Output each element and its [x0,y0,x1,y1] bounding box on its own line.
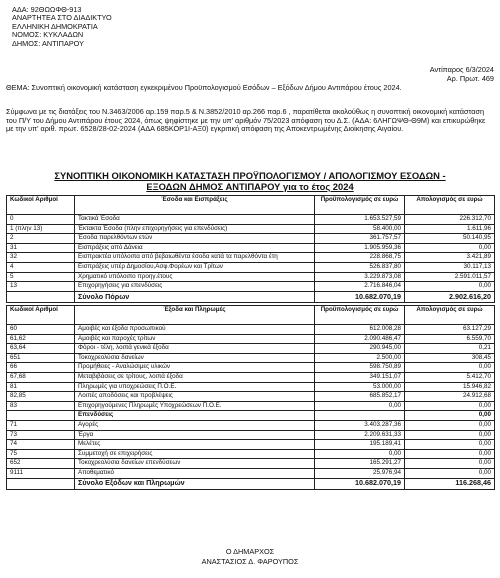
expense-header-row [7,306,495,325]
column-header: Προϋπολογισμός σε ευρώ [315,196,405,215]
table-row [7,382,495,392]
budget-cell: 2.090.486,47 [315,334,405,344]
actual-cell: 0,00 [405,411,495,421]
budget-cell: 0,00 [315,401,405,411]
actual-cell: 0,00 [405,440,495,450]
budget-cell: 53.000,00 [315,382,405,392]
actual-cell: 0,21 [405,344,495,354]
description-cell: Έκτακτα Έσοδα (πλην επιχορηγήσεις για επενδύσεις) [75,224,315,234]
actual-cell: 0,00 [405,282,495,292]
actual-cell: 0,00 [405,420,495,430]
budget-cell: 0,00 [315,449,405,459]
description-cell: Πληρωμές για υποχρεώσεις Π.Ο.Ε. [75,382,315,392]
actual-cell: 63.127,29 [405,325,495,335]
table-row [7,449,495,459]
table-row [7,420,495,430]
code-cell: 651 [7,353,75,363]
budget-cell: 3.403.287,36 [315,420,405,430]
total-label: Σύνολο Πόρων [75,291,315,302]
budget-cell: 526.837,80 [315,262,405,272]
state-name: ΕΛΛΗΝΙΚΗ ΔΗΜΟΚΡΑΤΙΑ [12,21,98,31]
code-cell: 60 [7,325,75,335]
column-header: Κωδικοί Αριθμοί [7,196,75,215]
actual-cell: 226.312,70 [405,215,495,225]
column-header: Κωδικοί Αριθμοί [7,306,75,325]
budget-cell: 58.400,00 [315,224,405,234]
budget-cell: 2.209.631,33 [315,430,405,440]
code-cell: 75 [7,449,75,459]
actual-cell: 0,00 [405,363,495,373]
revenue-header-row [7,196,495,215]
code-cell: 652 [7,459,75,469]
table-row [7,430,495,440]
column-header: Έξοδα και Πληρωμές [75,306,315,325]
budget-cell: 612.008,28 [315,325,405,335]
description-cell: Εισπρακτέα υπόλοιπα από βεβαιωθέντα έσοδα κατά τα παρελθόντα έτη [75,253,315,263]
municipality-name: ΔΗΜΟΣ: ΑΝΤΙΠΑΡΟΥ [12,38,84,48]
description-cell: Επιχορηγούμενες Πληρωμές Υποχρεώσεων Π.Ο.Ε. [75,401,315,411]
place-and-protocol [430,66,494,84]
actual-cell: 5.412,70 [405,372,495,382]
total-row [7,291,495,302]
column-header: Προϋπολογισμός σε ευρώ [315,306,405,325]
description-cell: Τακτικά Έσοδα [75,215,315,225]
table-row [7,272,495,282]
total-code-cell [7,291,75,302]
table-row [7,234,495,244]
description-cell: Εισπράξεις υπέρ Δημοσίου,Ασφ.Φορέων και Τρίτων [75,262,315,272]
description-cell: Αποθεματικό [75,468,315,478]
code-cell: 82,85 [7,392,75,402]
table-row [7,459,495,469]
code-cell [7,411,75,421]
code-cell: 71 [7,420,75,430]
description-cell: Έσοδα παρελθόντων ετών [75,234,315,244]
code-cell: 0 [7,215,75,225]
actual-cell: 50.140,95 [405,234,495,244]
document-header [12,6,112,48]
budget-cell: 290.945,00 [315,344,405,354]
description-cell: Μεταβιβάσεις σε τρίτους, λοιπά έξοδα [75,372,315,382]
total-row [7,478,495,489]
code-cell: 32 [7,253,75,263]
total-actual: 2.902.616,20 [405,291,495,302]
actual-cell: 0,00 [405,401,495,411]
code-cell: 74 [7,440,75,450]
description-cell: Τοκοχρεολύσια δανείων [75,353,315,363]
code-cell: 4 [7,262,75,272]
budget-cell: 2.716.846,04 [315,282,405,292]
table-row [7,411,495,421]
title-line-1: ΣΥΝΟΠΤΙΚΗ ΟΙΚΟΝΟΜΙΚΗ ΚΑΤΑΣΤΑΣΗ ΠΡΟΫΠΟΛΟΓΙΣΜΟΥ / ΑΠΟΛΟΓΙΣΜΟΥ ΕΣΟΔΩΝ - [54,170,446,181]
column-header: Απολογισμός σε ευρώ [405,306,495,325]
budget-cell: 165.291,27 [315,459,405,469]
code-cell: 63,64 [7,344,75,354]
actual-cell: 24.912,68 [405,392,495,402]
actual-cell: 2.591.011,57 [405,272,495,282]
revenue-table [6,195,495,303]
body-paragraph: Σύμφωνα με τις διατάξεις του Ν.3463/2006 αρ.159 παρ.5 & Ν.3852/2010 αρ.266 παρ.6 , παρατίθεται ακολούθως η συνοπτική οικονομική κατάσταση του Π/Υ του Δήμου Αντιπάρου έτους 2024, όπως ψηφίστηκε με την υπ' αριθμόν 75/2023 απόφαση του Δ.Σ. (ΑΔΑ: 6ΛΗΓΩΨΘ-Θ9Μ) και επικυρώθηκε με την υπ' αριθ. πρωτ. 6528/28-02-2024 (ΑΔΑ 685ΚΟΡ1Ι-ΑΞ0) εγκριτική απόφαση της Αποκεντρωμένης Διοίκησης Αιγαίου. [6,107,486,134]
code-cell: 66 [7,363,75,373]
budget-cell [315,411,405,421]
actual-cell: 0,00 [405,449,495,459]
table-row [7,325,495,335]
description-cell: Αγορές [75,420,315,430]
description-cell: Επιχορηγήσεις για επενδύσεις [75,282,315,292]
actual-cell: 30.117,13 [405,262,495,272]
total-budget: 10.682.070,19 [315,291,405,302]
code-cell: 1 (πλην 13) [7,224,75,234]
actual-cell: 308,45 [405,353,495,363]
actual-cell: 1.611,96 [405,224,495,234]
description-cell: Αμοιβές και έξοδα προσωπικού [75,325,315,335]
code-cell: 83 [7,401,75,411]
table-row [7,363,495,373]
budget-cell: 349.151,07 [315,372,405,382]
total-budget: 10.682.070,19 [315,478,405,489]
total-actual: 116.268,46 [405,478,495,489]
title-line-2: ΕΞΟΔΩΝ ΔΗΜΟΣ ΑΝΤΙΠΑΡΟΥ για το έτος 2024 [146,180,354,192]
code-cell: 9111 [7,468,75,478]
column-header: Έσοδα και Εισπράξεις [75,196,315,215]
actual-cell: 0,00 [405,430,495,440]
prefecture-name: ΝΟΜΟΣ: ΚΥΚΛΑΔΩΝ [12,30,84,40]
description-cell: Μελέτες [75,440,315,450]
description-cell: Τοκοχρεολύσια δανείων επενδύσεων [75,459,315,469]
description-cell: Λοιπές αποδόσεις και προβλέψεις [75,392,315,402]
place-date: Αντίπαρος 6/3/2024 [429,65,494,74]
description-cell: Επενδύσεις [75,411,315,421]
total-label: Σύνολο Εξόδων και Πληρωμών [75,478,315,489]
posting-note: ΑΝΑΡΤΗΤΕΑ ΣΤΟ ΔΙΑΔΙΚΤΥΟ [12,13,112,23]
budget-cell: 25.976,94 [315,468,405,478]
signature-block [0,548,500,568]
table-row [7,253,495,263]
subject-line: ΘΕΜΑ: Συνοπτική οικονομική κατάσταση εγκεκριμένου Προϋπολογισμού Εσόδων – Εξόδων Δήμου Αντιπάρου έτους 2024. [6,83,402,92]
table-row [7,353,495,363]
description-cell: Εισπράξεις από Δάνεια [75,243,315,253]
description-cell: Προμήθειες - Αναλώσιμες υλικών [75,363,315,373]
description-cell: Έργα [75,430,315,440]
budget-cell: 1.653.527,59 [315,215,405,225]
table-row [7,392,495,402]
budget-cell: 228.868,75 [315,253,405,263]
protocol-number: Αρ. Πρωτ. 469 [446,74,494,83]
description-cell: Φόροι - τέλη, λοιπά γενικά έξοδα [75,344,315,354]
budget-cell: 2.500,00 [315,353,405,363]
code-cell: 73 [7,430,75,440]
actual-cell: 3.421,89 [405,253,495,263]
actual-cell: 0,00 [405,468,495,478]
code-cell: 5 [7,272,75,282]
actual-cell: 0,00 [405,459,495,469]
ada-code: ΑΔΑ: 92ΘΩΩΦΘ-913 [12,5,82,14]
description-cell: Συμμετοχή σε επιχειρήσεις [75,449,315,459]
actual-cell: 6.559,70 [405,334,495,344]
description-cell: Χρηματικό υπόλοιπο προηγ.έτους [75,272,315,282]
code-cell: 2 [7,234,75,244]
table-row [7,372,495,382]
table-row [7,224,495,234]
budget-cell: 685.852,17 [315,392,405,402]
signatory-role: Ο ΔΗΜΑΡΧΟΣ [225,547,275,556]
table-row [7,440,495,450]
column-header: Απολογισμός σε ευρώ [405,196,495,215]
budget-cell: 3.229.873,08 [315,272,405,282]
table-row [7,243,495,253]
code-cell: 31 [7,243,75,253]
actual-cell: 15.946,82 [405,382,495,392]
table-row [7,344,495,354]
budget-cell: 598.750,89 [315,363,405,373]
actual-cell: 0,00 [405,243,495,253]
table-row [7,334,495,344]
code-cell: 67,68 [7,372,75,382]
table-row [7,468,495,478]
code-cell: 61,62 [7,334,75,344]
code-cell: 13 [7,282,75,292]
code-cell: 81 [7,382,75,392]
budget-cell: 361.757,57 [315,234,405,244]
total-code-cell [7,478,75,489]
table-row [7,215,495,225]
signatory-name: ΑΝΑΣΤΑΣΙΟΣ Δ. ΦΑΡΟΥΠΟΣ [201,557,299,566]
expense-table [6,305,495,490]
budget-cell: 195.189,41 [315,440,405,450]
table-row [7,282,495,292]
description-cell: Αμοιβές και παροχές τρίτων [75,334,315,344]
table-row [7,262,495,272]
budget-cell: 1.905.959,36 [315,243,405,253]
document-title [0,171,500,192]
table-row [7,401,495,411]
